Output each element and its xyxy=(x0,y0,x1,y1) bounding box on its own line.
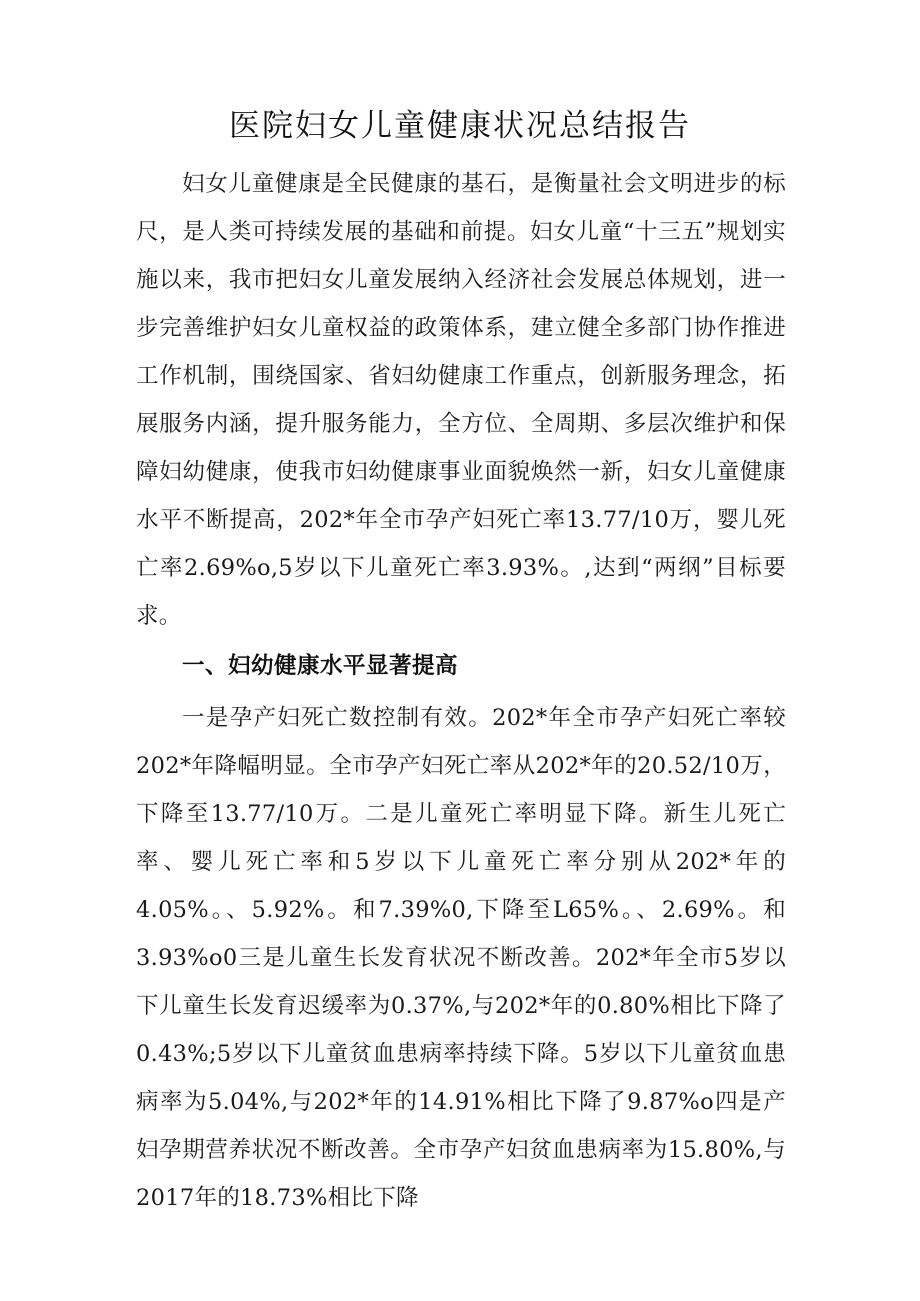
section-heading: 一、妇幼健康水平显著提高 xyxy=(182,653,459,679)
intro-paragraph: 妇女儿童健康是全民健康的基石，是衡量社会文明进步的标尺，是人类可持续发展的基础和前提。妇女儿童“十三五”规划实施以来，我市把妇女儿童发展纳入经济社会发展总体规划，进一步完善维护妇女儿童权益的政策体系，建立健全多部门协作推进工作机制，围绕国家、省妇幼健康工作重点，创新服务理念，拓展服务内涵，提升服务能力，全方位、全周期、多层次维护和保障妇幼健康，使我市妇幼健康事业面貌焕然一新，妇女儿童健康水平不断提高，202*年全市孕产妇死亡率13.77/10万，婴儿死亡率2.69%o,5岁以下儿童死亡率3.93%。,达到“两纲”目标要求。 xyxy=(136,171,786,629)
section-paragraph: 一是孕产妇死亡数控制有效。202*年全市孕产妇死亡率较202*年降幅明显。全市孕产妇死亡率从202*年的20.52/10万，下降至13.77/10万。二是儿童死亡率明显下降。新生儿死亡率、婴儿死亡率和5岁以下儿童死亡率分别从202*年的4.05%。、5.92%。和7.39%0,下降至L65%。、2.69%。和3.93%o0三是儿童生长发育状况不断改善。202*年全市5岁以下儿童生长发育迟缓率为0.37%,与202*年的0.80%相比下降了0.43%;5岁以下儿童贫血患病率持续下降。5岁以下儿童贫血患病率为5.04%,与202*年的14.91%相比下降了9.87%o四是产妇孕期营养状况不断改善。全市孕产妇贫血患病率为15.80%,与2017年的18.73%相比下降 xyxy=(136,705,786,1211)
document-title: 医院妇女儿童健康状况总结报告 xyxy=(229,108,691,144)
